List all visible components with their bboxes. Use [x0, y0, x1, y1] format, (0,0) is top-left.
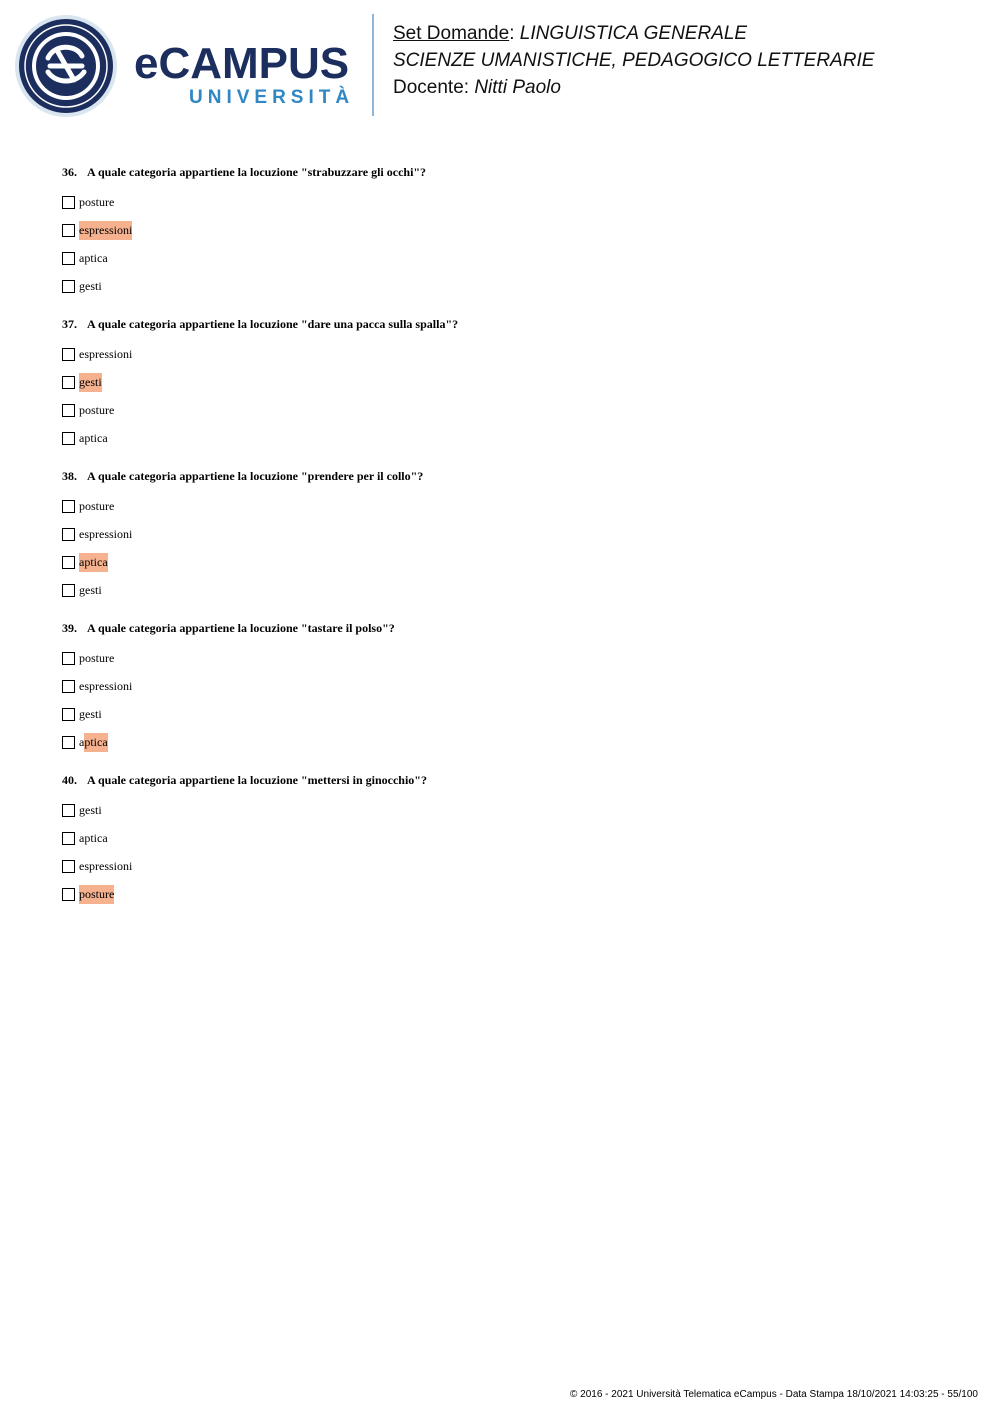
question-title [62, 162, 962, 182]
answer-checkbox[interactable] [62, 736, 75, 749]
docente-label: Docente: [393, 77, 475, 98]
page-footer: © 2016 - 2021 Università Telematica eCampus - Data Stampa 18/10/2021 14:03:25 - 55/100 [570, 1389, 978, 1400]
answer-option [62, 396, 962, 424]
set-colon: : [509, 23, 520, 44]
docente-line [393, 74, 874, 101]
answer-option [62, 700, 962, 728]
option-text: aptica [79, 830, 108, 845]
answer-checkbox[interactable] [62, 708, 75, 721]
option-text: gesti [79, 706, 102, 721]
answer-option [62, 368, 962, 396]
answer-option [62, 520, 962, 548]
answer-checkbox[interactable] [62, 680, 75, 693]
option-highlight: espressioni [79, 221, 132, 240]
answer-option [62, 216, 962, 244]
question-number: 38. [62, 469, 77, 483]
option-text: aptica [79, 250, 108, 265]
ecampus-seal-logo [14, 14, 118, 118]
question-title [62, 770, 962, 790]
answer-option [62, 244, 962, 272]
question-text: A quale categoria appartiene la locuzione "mettersi in ginocchio"? [87, 773, 427, 787]
option-text: gesti [79, 802, 102, 817]
docente-name: Nitti Paolo [474, 77, 561, 98]
faculty-name: SCIENZE UMANISTICHE, PEDAGOGICO LETTERARIE [393, 50, 875, 71]
answer-checkbox[interactable] [62, 860, 75, 873]
option-highlight: posture [79, 885, 114, 904]
question-39 [62, 618, 962, 756]
header-info [393, 20, 874, 101]
answer-option [62, 424, 962, 452]
answer-option [62, 272, 962, 300]
answer-checkbox[interactable] [62, 888, 75, 901]
answer-checkbox[interactable] [62, 280, 75, 293]
option-text: posture [79, 402, 115, 417]
question-text: A quale categoria appartiene la locuzione "strabuzzare gli occhi"? [87, 165, 427, 179]
option-text: espressioni [79, 346, 133, 361]
set-label: Set Domande [393, 23, 510, 44]
option-text: espressioni [79, 526, 133, 541]
answer-option [62, 796, 962, 824]
option-highlight: aptica [79, 553, 108, 572]
answer-checkbox[interactable] [62, 832, 75, 845]
answer-checkbox[interactable] [62, 652, 75, 665]
ecampus-wordmark [134, 39, 356, 114]
logo-subtext: UNIVERSITÀ [189, 87, 355, 108]
answer-checkbox[interactable] [62, 804, 75, 817]
answer-checkbox[interactable] [62, 348, 75, 361]
question-number: 39. [62, 621, 77, 635]
option-text: espressioni [79, 858, 133, 873]
answer-option [62, 340, 962, 368]
option-highlight: gesti [79, 373, 102, 392]
answer-checkbox[interactable] [62, 500, 75, 513]
question-text: A quale categoria appartiene la locuzione "dare una pacca sulla spalla"? [87, 317, 459, 331]
option-highlight: ptica [84, 733, 107, 752]
answer-checkbox[interactable] [62, 404, 75, 417]
answer-checkbox[interactable] [62, 196, 75, 209]
option-text: espressioni [79, 678, 133, 693]
question-number: 37. [62, 317, 77, 331]
question-list [62, 162, 962, 922]
answer-option [62, 576, 962, 604]
answer-checkbox[interactable] [62, 224, 75, 237]
course-title: LINGUISTICA GENERALE [519, 23, 748, 44]
set-line [393, 20, 874, 47]
option-text: posture [79, 194, 115, 209]
question-text: A quale categoria appartiene la locuzione "prendere per il collo"? [87, 469, 424, 483]
question-title [62, 466, 962, 486]
option-prefix: a [79, 734, 85, 749]
question-36 [62, 162, 962, 300]
answer-checkbox[interactable] [62, 252, 75, 265]
option-text: gesti [79, 582, 102, 597]
question-40 [62, 770, 962, 908]
question-title [62, 618, 962, 638]
answer-checkbox[interactable] [62, 528, 75, 541]
answer-option [62, 852, 962, 880]
question-text: A quale categoria appartiene la locuzione "tastare il polso"? [87, 621, 395, 635]
answer-option [62, 880, 962, 908]
option-text: gesti [79, 278, 102, 293]
answer-option [62, 548, 962, 576]
answer-option [62, 492, 962, 520]
answer-option [62, 644, 962, 672]
answer-option [62, 188, 962, 216]
answer-checkbox[interactable] [62, 432, 75, 445]
question-38 [62, 466, 962, 604]
question-number: 36. [62, 165, 77, 179]
logo-text: eCAMPUS [134, 39, 350, 88]
answer-checkbox[interactable] [62, 584, 75, 597]
answer-checkbox[interactable] [62, 556, 75, 569]
answer-option [62, 672, 962, 700]
question-37 [62, 314, 962, 452]
answer-option [62, 728, 962, 756]
header-divider [372, 14, 374, 116]
option-text: aptica [79, 430, 108, 445]
option-text: posture [79, 498, 115, 513]
question-number: 40. [62, 773, 77, 787]
answer-checkbox[interactable] [62, 376, 75, 389]
option-text: posture [79, 650, 115, 665]
answer-option [62, 824, 962, 852]
question-title [62, 314, 962, 334]
